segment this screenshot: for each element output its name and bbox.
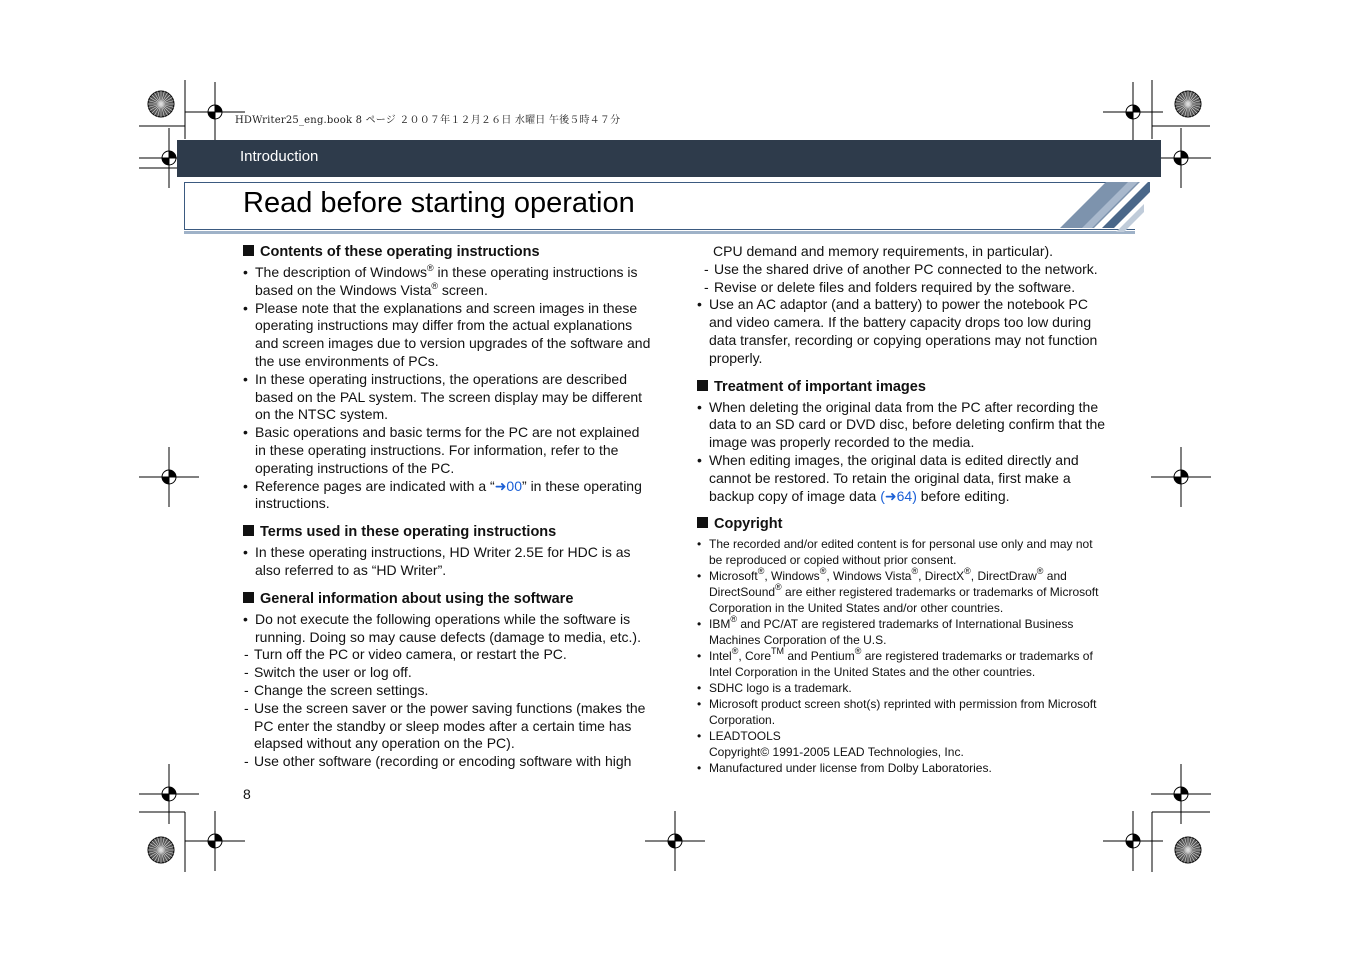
reference-link[interactable]: ➜00 xyxy=(494,477,523,494)
bullet-reference: • Reference pages are indicated with a “➜00” in these operating instructions. xyxy=(243,478,653,514)
heading-terms: Terms used in these operating instructions xyxy=(243,523,653,541)
heading-important-images: Treatment of important images xyxy=(697,378,1109,396)
registration-mark xyxy=(139,764,199,824)
section-bar xyxy=(177,140,1161,177)
corner-rosette xyxy=(148,91,174,117)
dash-item: - Turn off the PC or video camera, or restart the PC. xyxy=(243,646,653,664)
bullet-editing: • When editing images, the original data is edited directly and cannot be restored. To retain the original data, first make a backup copy of image data (➜64) before editing. xyxy=(697,452,1109,505)
print-file-header: HDWriter25_eng.book 8 ページ ２００７年１２月２６日 水曜日 午後５時４７分 xyxy=(235,115,621,126)
registration-mark xyxy=(1151,447,1211,507)
copyright-item: • Intel®, Core™ and Pentium® are registered trademarks or trademarks of Intel Corporation in the United States and the other countries. xyxy=(697,648,1109,680)
dash-item: - Use the shared drive of another PC connected to the network. xyxy=(703,261,1109,279)
copyright-item: • Microsoft product screen shot(s) reprinted with permission from Microsoft Corporation. xyxy=(697,696,1109,728)
copyright-item: • SDHC logo is a trademark. xyxy=(697,680,1109,696)
corner-rosette xyxy=(1175,837,1201,863)
registration-mark xyxy=(1103,82,1163,142)
heading-general: General information about using the software xyxy=(243,590,653,608)
bullet-ac-adaptor: • Use an AC adaptor (and a battery) to power the notebook PC and video camera. If the battery capacity drops too low during data transfer, recording or copying operations may not function properly. xyxy=(697,296,1109,367)
dash-item: - Use other software (recording or encoding software with high xyxy=(243,753,653,771)
bullet-windows: • The description of Windows® in these operating instructions is based on the Windows Vista® screen. xyxy=(243,264,653,300)
copyright-item: • Manufactured under license from Dolby Laboratories. xyxy=(697,760,1109,776)
left-column xyxy=(243,243,653,771)
dash-item: - Use the screen saver or the power saving functions (makes the PC enter the standby or sleep modes after a certain time has elapsed without any operation on the PC). xyxy=(243,700,653,753)
registration-mark xyxy=(1151,764,1211,824)
title-stripes-decoration xyxy=(1020,182,1150,234)
backup-page-link[interactable]: (➜64) xyxy=(880,487,917,504)
bullet-explanations: • Please note that the explanations and screen images in these operating instructions may differ from the actual explanations and screen images due to version upgrades of the software and the use environments of PCs. xyxy=(243,300,653,371)
continued-text: CPU demand and memory requirements, in particular). xyxy=(713,243,1054,259)
heading-copyright: Copyright xyxy=(697,515,1109,533)
bullet-pal: • In these operating instructions, the operations are described based on the PAL system. The screen display may be different on the NTSC system. xyxy=(243,371,653,424)
copyright-item: • IBM® and PC/AT are registered trademarks of International Business Machines Corporation of the U.S. xyxy=(697,616,1109,648)
dash-item: - Revise or delete files and folders required by the software. xyxy=(703,279,1109,297)
bullet-do-not-execute: • Do not execute the following operations while the software is running. Doing so may cause defects (damage to media, etc.). xyxy=(243,611,653,647)
page-number: 8 xyxy=(243,786,251,802)
bullet-basic-ops: • Basic operations and basic terms for the PC are not explained in these operating instructions. For information, refer to the operating instructions of the PC. xyxy=(243,424,653,477)
copyright-item: • Microsoft®, Windows®, Windows Vista®, DirectX®, DirectDraw® and DirectSound® are either registered trademarks or trademarks of Microsoft Corporation in the United States and/or other countries. xyxy=(697,568,1109,616)
registration-mark xyxy=(1103,811,1163,871)
heading-contents: Contents of these operating instructions xyxy=(243,243,653,261)
section-label: Introduction xyxy=(240,148,319,165)
registration-mark xyxy=(185,811,245,871)
dash-item: - Change the screen settings. xyxy=(243,682,653,700)
registration-mark xyxy=(139,447,199,507)
right-column xyxy=(697,243,1109,776)
bullet-hd-writer: • In these operating instructions, HD Writer 2.5E for HDC is as also referred to as “HD Writer”. xyxy=(243,544,653,580)
copyright-item: • LEADTOOLS Copyright© 1991-2005 LEAD Technologies, Inc. xyxy=(697,728,1109,760)
copyright-item: • The recorded and/or edited content is for personal use only and may not be reproduced or copied without prior consent. xyxy=(697,536,1109,568)
bullet-deleting: • When deleting the original data from the PC after recording the data to an SD card or DVD disc, before deleting confirm that the image was properly recorded to the media. xyxy=(697,399,1109,452)
page-title: Read before starting operation xyxy=(243,187,635,219)
corner-rosette xyxy=(148,837,174,863)
corner-rosette xyxy=(1175,91,1201,117)
registration-mark xyxy=(645,811,705,871)
dash-item: - Switch the user or log off. xyxy=(243,664,653,682)
